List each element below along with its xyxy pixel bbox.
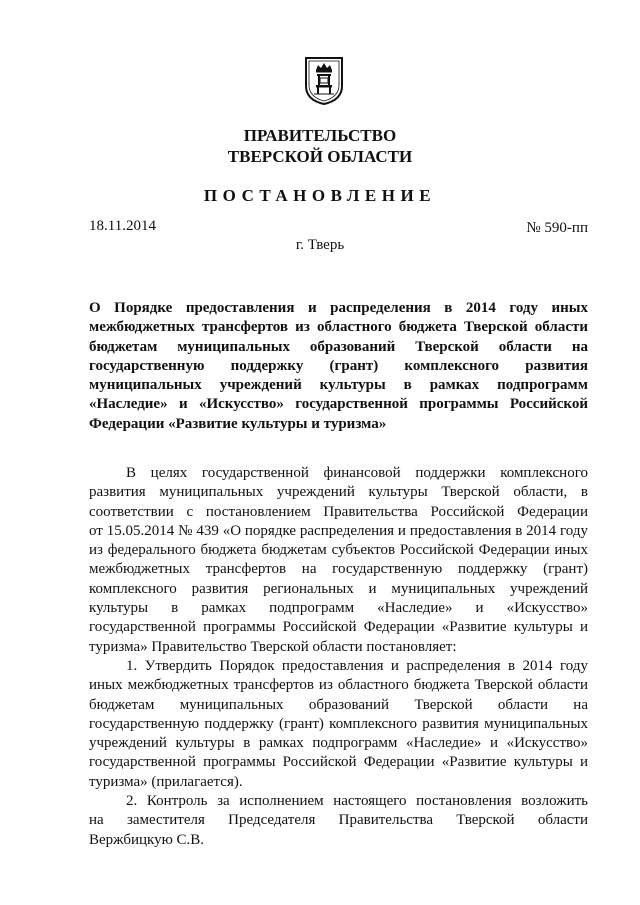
body-line: 1. Утвердить Порядок предоставления и распределения в 2014 году <box>126 657 588 674</box>
document-number: № 590-пп <box>526 220 588 236</box>
subject-line: государственную поддержку (грант) комплексного развития <box>89 357 588 374</box>
document-city: г. Тверь <box>295 237 345 253</box>
body-line: межбюджетных трансфертов на государственную поддержку (грант) <box>89 561 588 578</box>
document-body <box>89 464 588 850</box>
document-type-title: ПОСТАНОВЛЕНИЕ <box>203 186 437 205</box>
body-line: государственную поддержку (грант) комплексного развития муниципальных <box>89 715 588 732</box>
body-line: туризма» (прилагается). <box>89 773 243 790</box>
government-name-line2: ТВЕРСКОЙ ОБЛАСТИ <box>227 147 413 166</box>
subject-line: муниципальных учреждений культуры в рамках подпрограмм <box>89 377 588 394</box>
coat-of-arms-icon <box>304 56 344 106</box>
body-line: государственной программы Российской Федерации «Развитие культуры и <box>89 754 588 771</box>
subject-line: «Наследие» и «Искусство» государственной программы Российской <box>89 396 588 413</box>
body-line: иных межбюджетных трансфертов из областного бюджета Тверской области <box>89 677 588 694</box>
body-line: учреждений культуры в рамках подпрограмм «Наследие» и «Искусство» <box>89 735 588 752</box>
subject-line: Федерации «Развитие культуры и туризма» <box>89 415 387 432</box>
body-line: культуры в рамках подпрограмм «Наследие» и «Искусство» <box>89 600 588 617</box>
body-line: соответствии с постановлением Правительства Российской Федерации <box>89 503 588 520</box>
subject-line: О Порядке предоставления и распределения в 2014 году иных <box>89 300 588 316</box>
body-line: бюджетам муниципальных образований Тверской области на <box>89 696 588 713</box>
subject-line: межбюджетных трансфертов из областного бюджета Тверской области <box>89 319 588 336</box>
body-line: В целях государственной финансовой поддержки комплексного <box>126 465 588 481</box>
body-line: комплексного развития региональных и муниципальных учреждений <box>89 580 588 597</box>
subject-line: бюджетам муниципальных образований Тверской области на <box>89 338 588 355</box>
body-line: туризма» Правительство Тверской области постановляет: <box>89 638 457 655</box>
body-line: Вержбицкую С.В. <box>89 831 205 848</box>
document-date: 18.11.2014 <box>89 218 156 234</box>
body-line: 2. Контроль за исполнением настоящего постановления возложить <box>126 793 588 810</box>
body-line: государственной программы Российской Федерации «Развитие культуры и <box>89 619 588 636</box>
body-line: из федерального бюджета бюджетам субъектов Российской Федерации иных <box>89 542 588 559</box>
body-line: развития муниципальных учреждений культуры Тверской области, в <box>89 484 588 501</box>
document-subject <box>89 299 588 434</box>
government-name-line1: ПРАВИТЕЛЬСТВО <box>243 126 397 145</box>
body-line: на заместителя Председателя Правительства Тверской области <box>89 812 588 829</box>
body-line: от 15.05.2014 № 439 «О порядке распределения и предоставления в 2014 году <box>89 522 588 539</box>
